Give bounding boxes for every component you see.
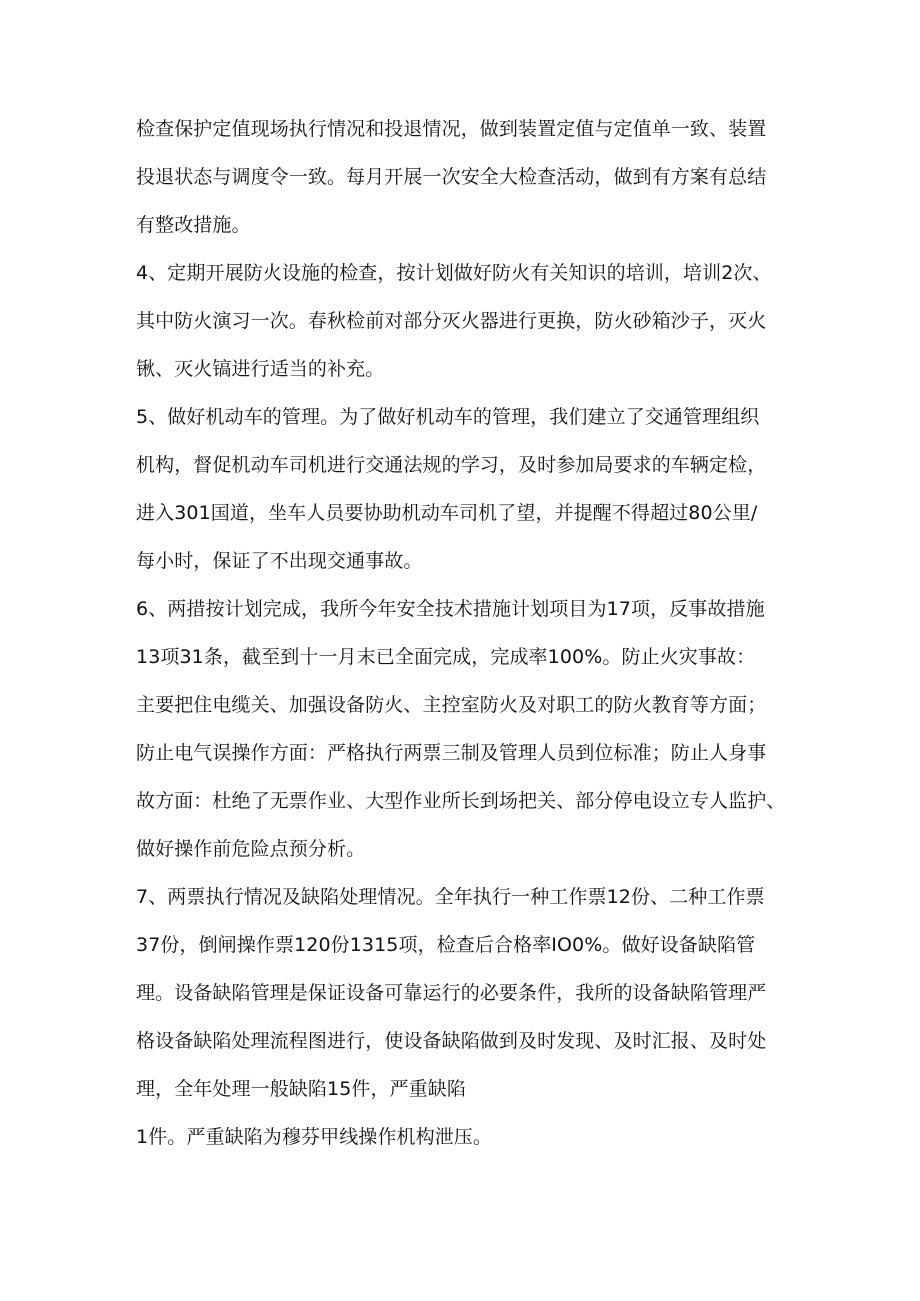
text-line: 有整改措施。 — [136, 214, 251, 236]
text-line: 7、两票执行情况及缺陷处理情况。全年执行一种工作票12份、二种工作票 — [136, 886, 765, 908]
text-line: 每小时，保证了不出现交通事故。 — [136, 550, 423, 572]
text-line: 做好操作前危险点预分析。 — [136, 838, 366, 860]
document-body — [136, 105, 796, 1161]
text-line: 检查保护定值现场执行情况和投退情况，做到装置定值与定值单一致、装置 — [136, 118, 767, 140]
text-line: 格设备缺陷处理流程图进行，使设备缺陷做到及时发现、及时汇报、及时处 — [136, 1030, 767, 1052]
text-line: 6、两措按计划完成，我所今年安全技术措施计划项目为17项，反事故措施 — [136, 598, 765, 620]
text-line: 4、定期开展防火设施的检查，按计划做好防火有关知识的培训，培训2次、 — [136, 262, 772, 284]
text-line: 机构，督促机动车司机进行交通法规的学习，及时参加局要求的车辆定检， — [136, 454, 767, 476]
text-line: 其中防火演习一次。春秋检前对部分灭火器进行更换，防火砂箱沙子，灭火 — [136, 310, 767, 332]
text-line: 1件。严重缺陷为穆芬甲线操作机构泄压。 — [136, 1126, 492, 1148]
text-line: 理，全年处理一般缺陷15件，严重缺陷 — [136, 1078, 466, 1100]
text-line: 故方面：杜绝了无票作业、大型作业所长到场把关、部分停电设立专人监护、 — [136, 790, 786, 812]
text-line: 主要把住电缆关、加强设备防火、主控室防火及对职工的防火教育等方面； — [136, 694, 767, 716]
text-line: 13项31条，截至到十一月末已全面完成，完成率100%。防止火灾事故： — [136, 646, 756, 668]
text-line: 进入301国道，坐车人员要协助机动车司机了望，并提醒不得超过80公里/ — [136, 502, 758, 524]
text-line: 理。设备缺陷管理是保证设备可靠运行的必要条件，我所的设备缺陷管理严 — [136, 982, 767, 1004]
text-line: 37份，倒闸操作票120份1315项，检查后合格率IO0%。做好设备缺陷管 — [136, 934, 756, 956]
text-line: 防止电气误操作方面：严格执行两票三制及管理人员到位标准；防止人身事 — [136, 742, 767, 764]
text-line: 锹、灭火镐进行适当的补充。 — [136, 358, 385, 380]
text-line: 5、做好机动车的管理。为了做好机动车的管理，我们建立了交通管理组织 — [136, 406, 760, 428]
text-line: 投退状态与调度令一致。每月开展一次安全大检查活动，做到有方案有总结 — [136, 166, 767, 188]
